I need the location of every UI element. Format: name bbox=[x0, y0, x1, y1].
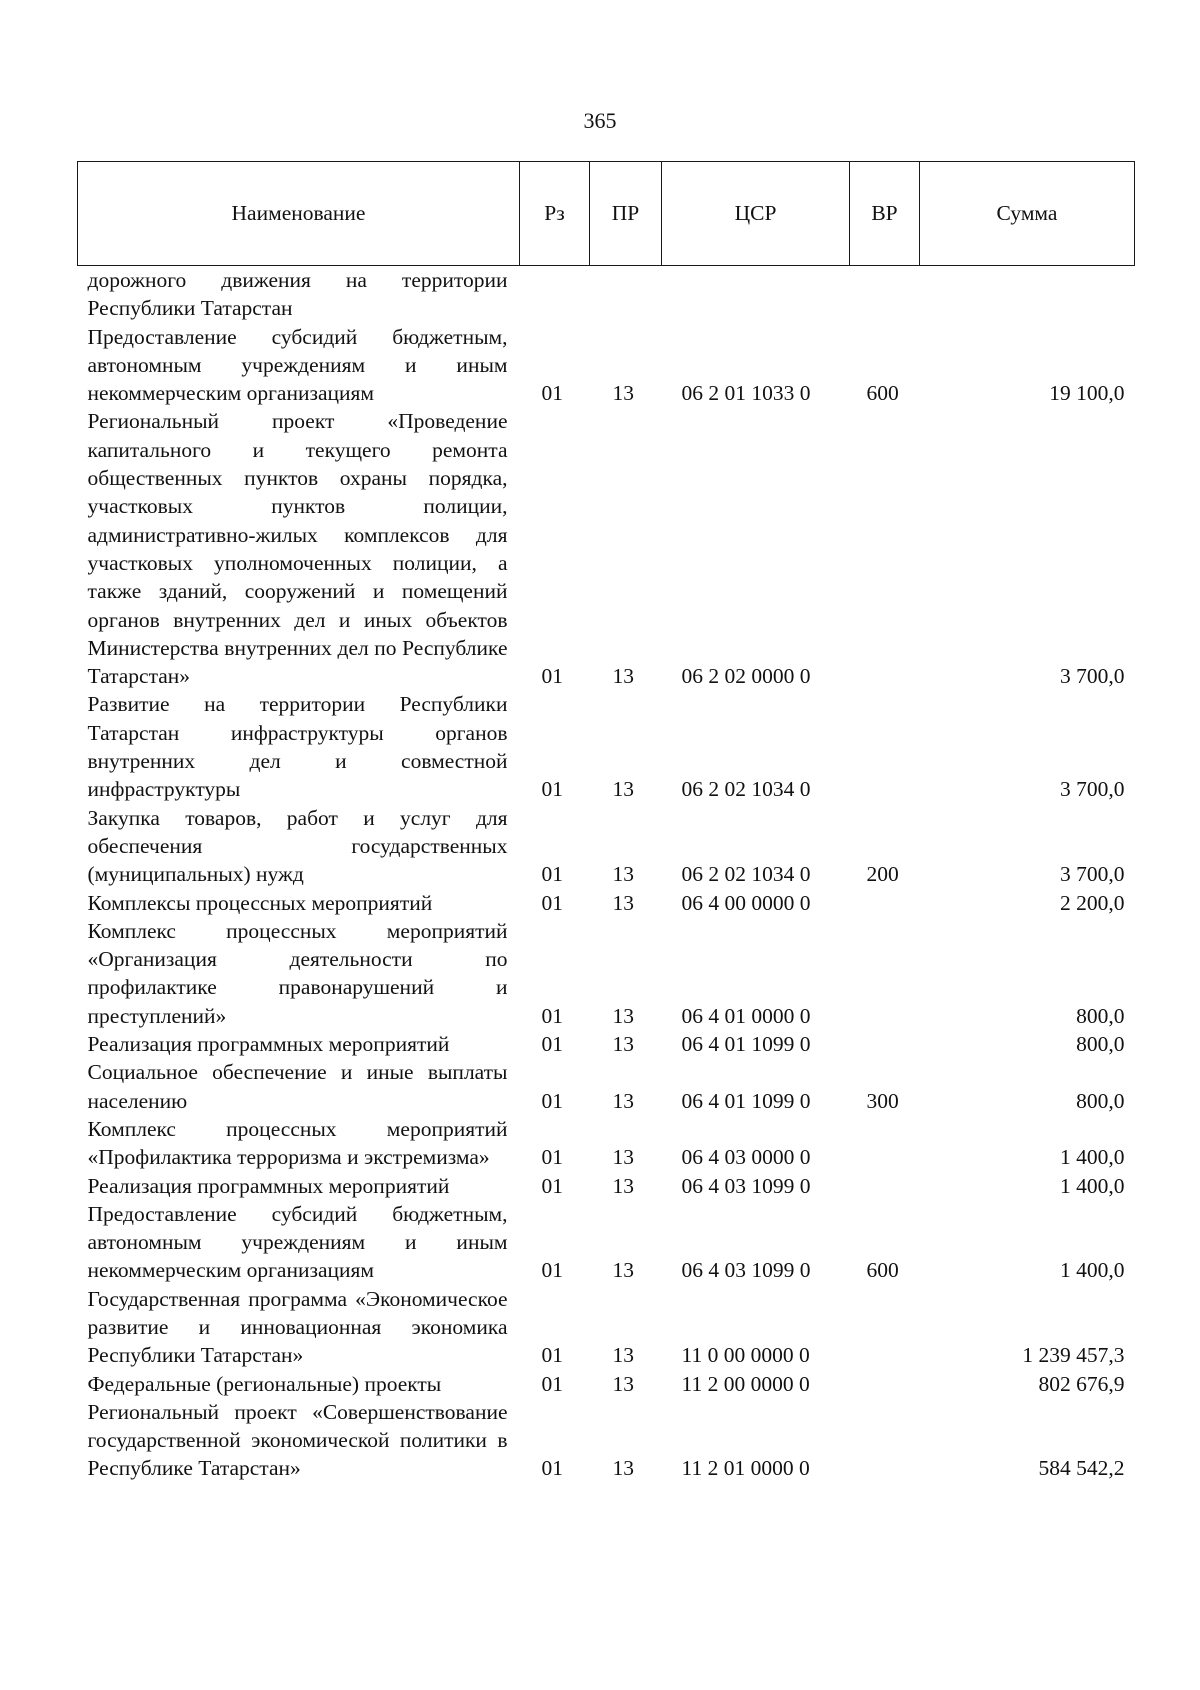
cell-vr bbox=[850, 1172, 920, 1200]
table-body bbox=[78, 266, 1135, 1483]
cell-vr: 600 bbox=[866, 381, 899, 406]
cell-sum: 584 542,2 bbox=[1038, 1456, 1125, 1481]
table-header bbox=[78, 162, 1135, 266]
cell-vr: 600 bbox=[866, 1258, 899, 1283]
cell-csr: 06 4 01 0000 0 bbox=[681, 1003, 811, 1028]
table-row bbox=[78, 407, 1135, 690]
cell-csr: 11 2 00 0000 0 bbox=[681, 1371, 810, 1396]
cell-sum bbox=[920, 266, 1135, 323]
header-pr: ПР bbox=[590, 162, 662, 266]
cell-rz: 01 bbox=[541, 777, 563, 802]
table-row bbox=[78, 1285, 1135, 1370]
cell-pr: 13 bbox=[612, 777, 634, 802]
cell-csr: 06 2 02 1034 0 bbox=[681, 777, 811, 802]
cell-sum: 1 400,0 bbox=[1060, 1258, 1125, 1283]
cell-vr bbox=[850, 690, 920, 803]
cell-name: Комплекс процессных мероприятий «Профилактика терроризма и экстремизма» bbox=[87, 1116, 508, 1170]
cell-sum: 19 100,0 bbox=[1049, 381, 1125, 406]
page-number: 365 bbox=[583, 108, 617, 133]
cell-rz: 01 bbox=[541, 862, 563, 887]
header-vr: ВР bbox=[850, 162, 920, 266]
header-sum: Сумма bbox=[920, 162, 1135, 266]
cell-csr: 06 4 00 0000 0 bbox=[681, 890, 811, 915]
cell-vr: 300 bbox=[866, 1088, 899, 1113]
table-row bbox=[78, 889, 1135, 917]
cell-name: Социальное обеспечение и иные выплаты населению bbox=[87, 1060, 508, 1113]
cell-name: Комплексы процессных мероприятий bbox=[87, 890, 433, 915]
cell-sum: 1 400,0 bbox=[1060, 1145, 1125, 1170]
cell-rz: 01 bbox=[541, 1343, 563, 1368]
cell-rz: 01 bbox=[541, 1456, 563, 1481]
cell-pr: 13 bbox=[612, 381, 634, 406]
table-row bbox=[78, 266, 1135, 323]
cell-name: Региональный проект «Совершенствование государственной экономической политики в Республике Татарстан» bbox=[87, 1399, 508, 1481]
cell-vr: 200 bbox=[866, 862, 899, 887]
cell-csr: 06 4 03 0000 0 bbox=[681, 1145, 811, 1170]
cell-sum: 3 700,0 bbox=[1060, 664, 1125, 689]
table-row bbox=[78, 1058, 1135, 1115]
cell-vr bbox=[850, 889, 920, 917]
table-row bbox=[78, 1370, 1135, 1398]
cell-rz: 01 bbox=[541, 1258, 563, 1283]
table-row bbox=[78, 1200, 1135, 1285]
cell-vr bbox=[850, 1030, 920, 1058]
cell-vr bbox=[850, 1370, 920, 1398]
cell-sum: 800,0 bbox=[1076, 1003, 1125, 1028]
cell-name: Предоставление субсидий бюджетным, автономным учреждениям и иным некоммерческим организациям bbox=[87, 324, 508, 406]
cell-pr: 13 bbox=[612, 1343, 634, 1368]
table-row bbox=[78, 1398, 1135, 1483]
cell-name: дорожного движения на территории Республики Татарстан bbox=[87, 268, 508, 321]
cell-sum: 802 676,9 bbox=[1038, 1371, 1125, 1396]
cell-rz: 01 bbox=[541, 381, 563, 406]
cell-pr: 13 bbox=[612, 1003, 634, 1028]
cell-rz: 01 bbox=[541, 1173, 563, 1198]
cell-rz: 01 bbox=[541, 664, 563, 689]
table-row bbox=[78, 1172, 1135, 1200]
cell-sum: 800,0 bbox=[1076, 1088, 1125, 1113]
table-row bbox=[78, 690, 1135, 803]
cell-name: Реализация программных мероприятий bbox=[87, 1032, 450, 1057]
header-rz: Рз bbox=[520, 162, 590, 266]
cell-rz: 01 bbox=[541, 1371, 563, 1396]
cell-sum: 2 200,0 bbox=[1060, 890, 1125, 915]
cell-vr bbox=[850, 266, 920, 323]
cell-csr: 06 4 01 1099 0 bbox=[681, 1088, 811, 1113]
cell-csr: 06 2 01 1033 0 bbox=[681, 381, 811, 406]
cell-sum: 3 700,0 bbox=[1060, 777, 1125, 802]
cell-name: Региональный проект «Проведение капитального и текущего ремонта общественных пунктов охраны порядка, участковых пунктов полиции, административно-жилых комплексов для участковых уполномоченных полиции, а также зданий, сооружений и помещений органов внутренних дел и иных объектов Министерства внутренних дел по Республике Татарстан» bbox=[87, 409, 508, 689]
cell-vr bbox=[850, 917, 920, 1030]
cell-name: Государственная программа «Экономическое развитие и инновационная экономика Республики Татарстан» bbox=[87, 1286, 508, 1368]
cell-pr: 13 bbox=[612, 1258, 634, 1283]
cell-pr: 13 bbox=[612, 1145, 634, 1170]
cell-pr: 13 bbox=[612, 1456, 634, 1481]
cell-rz: 01 bbox=[541, 1088, 563, 1113]
cell-pr: 13 bbox=[612, 1032, 634, 1057]
header-name: Наименование bbox=[78, 162, 520, 266]
header-row bbox=[78, 162, 1135, 266]
header-csr: ЦСР bbox=[662, 162, 850, 266]
cell-pr: 13 bbox=[612, 1371, 634, 1396]
cell-pr: 13 bbox=[612, 1173, 634, 1198]
cell-name: Развитие на территории Республики Татарстан инфраструктуры органов внутренних дел и совместной инфраструктуры bbox=[87, 692, 508, 802]
cell-sum: 1 239 457,3 bbox=[1022, 1343, 1125, 1368]
budget-table bbox=[77, 161, 1135, 1483]
table-row bbox=[78, 1030, 1135, 1058]
cell-rz: 01 bbox=[541, 1003, 563, 1028]
cell-csr bbox=[662, 266, 850, 323]
cell-csr: 11 2 01 0000 0 bbox=[681, 1456, 810, 1481]
table-row bbox=[78, 323, 1135, 408]
cell-sum: 1 400,0 bbox=[1060, 1173, 1125, 1198]
table-row bbox=[78, 917, 1135, 1030]
cell-rz: 01 bbox=[541, 1145, 563, 1170]
cell-vr bbox=[850, 407, 920, 690]
cell-name: Предоставление субсидий бюджетным, автономным учреждениям и иным некоммерческим организациям bbox=[87, 1201, 508, 1283]
cell-csr: 11 0 00 0000 0 bbox=[681, 1343, 810, 1368]
table-row bbox=[78, 1115, 1135, 1172]
cell-csr: 06 4 01 1099 0 bbox=[681, 1032, 811, 1057]
cell-csr: 06 4 03 1099 0 bbox=[681, 1173, 811, 1198]
cell-csr: 06 2 02 1034 0 bbox=[681, 862, 811, 887]
cell-pr: 13 bbox=[612, 890, 634, 915]
cell-vr bbox=[850, 1398, 920, 1483]
cell-rz: 01 bbox=[541, 1032, 563, 1057]
cell-sum: 800,0 bbox=[1076, 1032, 1125, 1057]
cell-vr bbox=[850, 1115, 920, 1172]
cell-csr: 06 2 02 0000 0 bbox=[681, 664, 811, 689]
cell-name: Федеральные (региональные) проекты bbox=[87, 1371, 442, 1396]
cell-pr: 13 bbox=[612, 664, 634, 689]
cell-name: Закупка товаров, работ и услуг для обеспечения государственных (муниципальных) нужд bbox=[87, 805, 508, 887]
cell-pr: 13 bbox=[612, 1088, 634, 1113]
cell-pr: 13 bbox=[612, 862, 634, 887]
cell-pr bbox=[590, 266, 662, 323]
cell-csr: 06 4 03 1099 0 bbox=[681, 1258, 811, 1283]
table-row bbox=[78, 804, 1135, 889]
cell-rz: 01 bbox=[541, 890, 563, 915]
cell-name: Комплекс процессных мероприятий «Организация деятельности по профилактике правонарушений и преступлений» bbox=[87, 918, 508, 1028]
cell-rz bbox=[520, 266, 590, 323]
cell-name: Реализация программных мероприятий bbox=[87, 1173, 450, 1198]
cell-vr bbox=[850, 1285, 920, 1370]
cell-sum: 3 700,0 bbox=[1060, 862, 1125, 887]
